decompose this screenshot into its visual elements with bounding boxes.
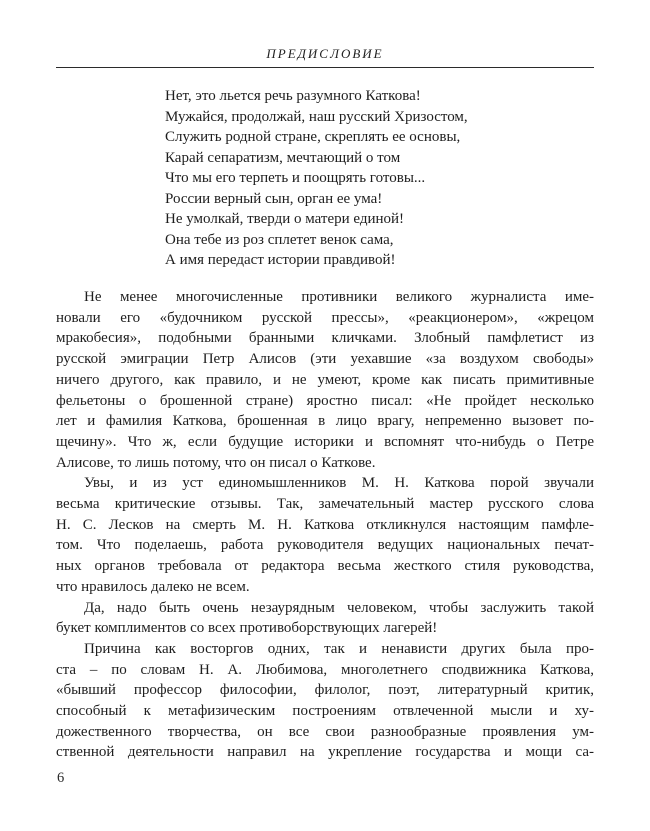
header-rule: [56, 67, 594, 68]
text-line: Да, надо быть очень незаурядным человеком, чтобы заслужить такой: [84, 599, 594, 616]
poem-epigraph: [165, 86, 468, 271]
page-number: 6: [57, 770, 65, 786]
text-line: щечину». Что ж, если будущие историки и вспомнят что-нибудь о Петре: [56, 433, 594, 450]
text-line: том. Что поделаешь, работа руководителя ведущих национальных печат-: [56, 537, 594, 554]
poem-line: Нет, это льется речь разумного Каткова!: [165, 88, 421, 104]
text-line: фельетоны о брошенной стране) яростно писал: «Не пройдет несколько: [56, 392, 594, 409]
text-line: Причина как восторгов одних, так и ненависти других была про-: [84, 640, 594, 657]
paragraph: [56, 639, 594, 763]
poem-line: Что мы его терпеть и поощрять готовы...: [165, 170, 426, 186]
text-line: Увы, и из уст единомышленников М. Н. Каткова порой звучали: [84, 475, 594, 492]
text-line: ста – по словам Н. А. Любимова, многолетнего сподвижника Каткова,: [56, 661, 594, 678]
text-line: что нравилось далеко не всем.: [56, 578, 250, 595]
text-line: весьма критические отзывы. Так, замечательный мастер русского слова: [56, 496, 594, 513]
text-line: мракобесия», подобными бранными кличками. Злобный памфлетист из: [56, 330, 594, 347]
text-line: способный к метафизическим построениям отвлеченной мысли и ху-: [56, 703, 594, 720]
paragraph: [56, 473, 594, 597]
text-line: новали его «будочником русской прессы», «реакционером», «жрецом: [56, 309, 594, 326]
poem-line: Мужайся, продолжай, наш русский Хризостом,: [165, 108, 468, 125]
text-line: Н. С. Лесков на смерть М. Н. Каткова откликнулся настоящим памфле-: [56, 516, 594, 533]
text-line: букет комплиментов со всех противоборствующих лагерей!: [56, 620, 438, 637]
paragraph: [56, 598, 594, 639]
text-line: лет и фамилия Каткова, брошенная в лицо врагу, непременно вызовет по-: [56, 413, 594, 430]
text-line: Не менее многочисленные противники великого журналиста име-: [84, 289, 594, 305]
text-line: ственной деятельности направил на укрепление государства и мощи са-: [56, 744, 594, 761]
poem-line: Не умолкай, тверди о матери единой!: [165, 211, 405, 227]
text-line: дожественного творчества, он все свои разнообразные проявления ум-: [56, 723, 594, 740]
poem-line: А имя передаст истории правдивой!: [165, 252, 396, 268]
text-line: Алисове, то лишь потому, что он писал о Каткове.: [56, 454, 376, 471]
text-line: ных органов требовала от редактора весьма жесткого стиля руководства,: [56, 558, 594, 575]
poem-line: Она тебе из роз сплетет венок сама,: [165, 231, 394, 248]
running-header: ПРЕДИСЛОВИЕ: [266, 46, 384, 61]
poem-line: Служить родной стране, скреплять ее основы,: [165, 129, 461, 145]
text-line: «бывший профессор философии, филолог, поэт, литературный критик,: [56, 682, 594, 699]
paragraph: [56, 287, 594, 473]
poem-line: России верный сын, орган ее ума!: [165, 190, 383, 207]
text-line: ничего другого, как правило, и не умеют, кроме как писать примитивные: [56, 371, 594, 388]
poem-line: Карай сепаратизм, мечтающий о том: [165, 149, 401, 166]
body-text: [56, 287, 594, 763]
text-line: русской эмиграции Петр Алисов (эти уехавшие «за воздухом свободы»: [56, 351, 594, 368]
